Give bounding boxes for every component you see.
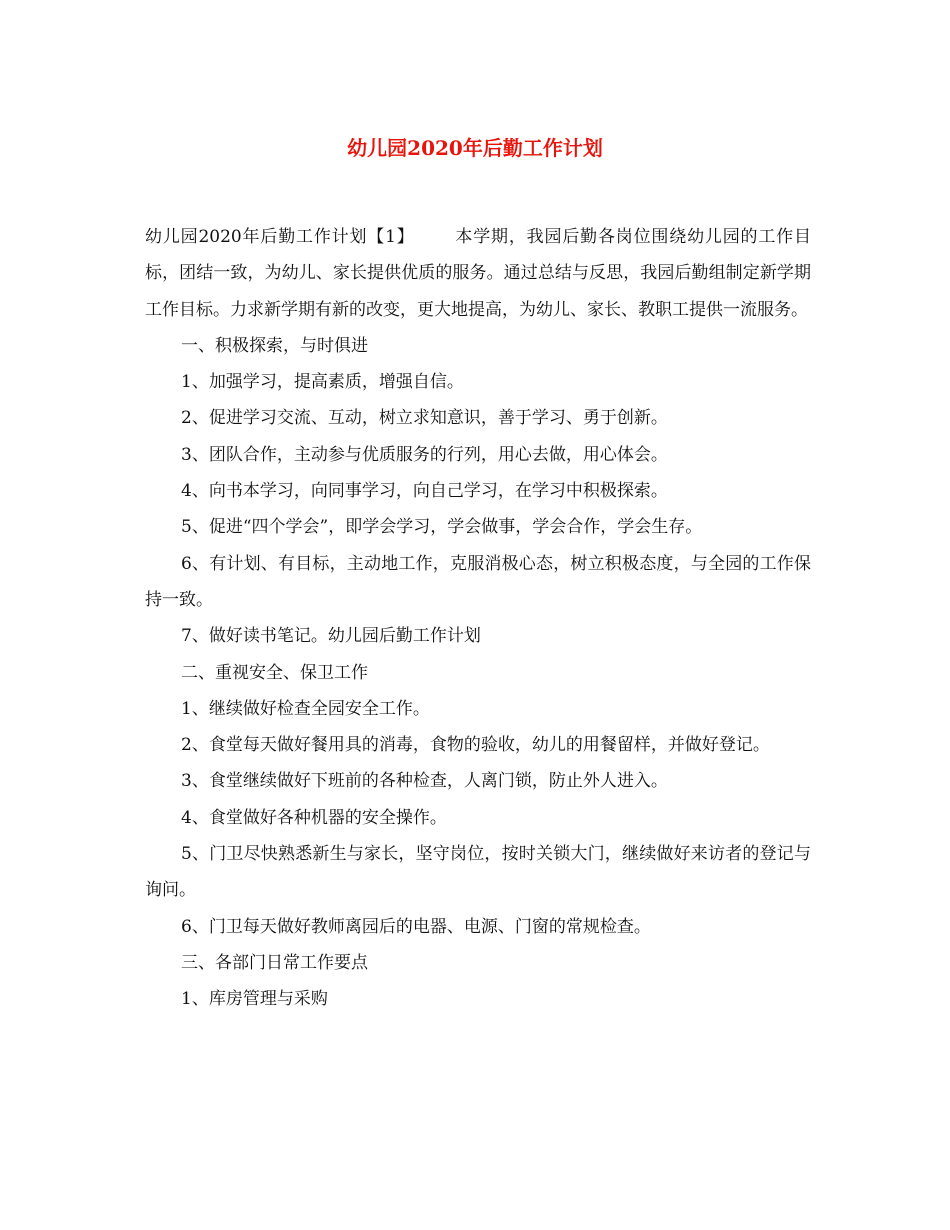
intro-heading: 幼儿园2020年后勤工作计划【1】 xyxy=(145,227,415,247)
list-item: 1、加强学习，提高素质，增强自信。 xyxy=(181,372,464,393)
document-title: 幼儿园2020年后勤工作计划 xyxy=(347,136,603,160)
section-heading-3: 三、各部门日常工作要点 xyxy=(181,952,368,973)
intro-text: 本学期，我园后勤各岗位围绕幼儿园的工作目标，团结一致，为幼儿、家长提供优质的服务。通过总结与反思，我园后勤组制定新学期工作目标。力求新学期有新的改变，更大地提高，为幼儿、家长、教职工提供一流服务。 xyxy=(145,227,811,320)
list-item: 1、继续做好检查全园安全工作。 xyxy=(181,698,430,719)
intro-paragraph xyxy=(145,219,811,328)
list-item: 3、食堂继续做好下班前的各种检查，人离门锁，防止外人进入。 xyxy=(181,771,668,792)
list-item: 5、门卫尽快熟悉新生与家长，坚守岗位，按时关锁大门，继续做好来访者的登记与询问。 xyxy=(145,844,811,901)
section-heading-2: 二、重视安全、保卫工作 xyxy=(181,662,368,683)
list-item: 4、向书本学习，向同事学习，向自己学习，在学习中积极探索。 xyxy=(181,481,668,502)
list-item: 5、促进“四个学会”，即学会学习，学会做事，学会合作，学会生存。 xyxy=(181,517,703,538)
list-item: 4、食堂做好各种机器的安全操作。 xyxy=(181,807,447,828)
list-item: 6、有计划、有目标，主动地工作，克服消极心态，树立积极态度，与全园的工作保持一致。 xyxy=(145,553,811,610)
list-item: 1、库房管理与采购 xyxy=(181,989,328,1010)
list-item: 3、团队合作，主动参与优质服务的行列，用心去做，用心体会。 xyxy=(181,444,668,465)
list-item: 7、做好读书笔记。幼儿园后勤工作计划 xyxy=(181,626,481,647)
section-heading-1: 一、积极探索，与时俱进 xyxy=(181,335,368,356)
list-item: 2、促进学习交流、互动，树立求知意识，善于学习、勇于创新。 xyxy=(181,408,668,429)
list-item: 6、门卫每天做好教师离园后的电器、电源、门窗的常规检查。 xyxy=(181,916,651,937)
list-item: 2、食堂每天做好餐用具的消毒，食物的验收，幼儿的用餐留样，并做好登记。 xyxy=(181,735,770,756)
document-body xyxy=(145,219,811,1018)
